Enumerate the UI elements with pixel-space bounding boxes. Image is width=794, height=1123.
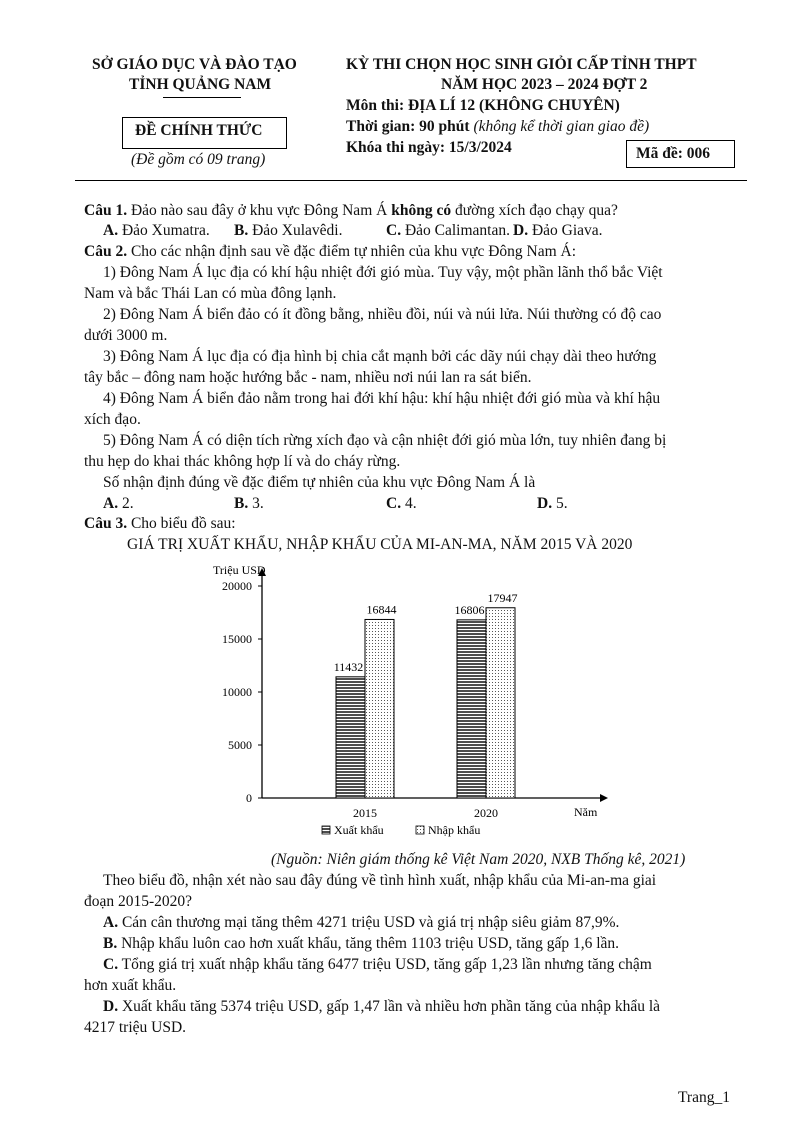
x-tick-label: 2020 bbox=[474, 806, 498, 820]
q3-stem bbox=[84, 515, 236, 533]
exam-title: KỲ THI CHỌN HỌC SINH GIỎI CẤP TỈNH THPT bbox=[346, 56, 697, 73]
data-label: 16806 bbox=[454, 602, 485, 617]
q2-item-1-line1: 1) Đông Nam Á lục địa có khí hậu nhiệt đới gió mùa. Tuy vậy, một phần lãnh thổ bắc Việt bbox=[103, 264, 663, 281]
q1-text-a: Đảo nào sau đây ở khu vực Đông Nam Á bbox=[127, 202, 392, 219]
school-year: NĂM HỌC 2023 – 2024 ĐỢT 2 bbox=[441, 76, 648, 93]
department-name: SỞ GIÁO DỤC VÀ ĐÀO TẠO bbox=[92, 56, 297, 73]
q2-option-b: B. 3. bbox=[234, 495, 264, 512]
q2-item-2-line1: 2) Đông Nam Á biển đảo có ít đồng bằng, nhiều đồi, núi và núi lửa. Núi thường có độ cao bbox=[103, 306, 662, 323]
q3-option-d-line2: 4217 triệu USD. bbox=[84, 1019, 187, 1036]
q3-option-d-line1: D. Xuất khẩu tăng 5374 triệu USD, gấp 1,47 lần và nhiều hơn phần tăng của nhập khẩu là bbox=[103, 998, 661, 1015]
q3-option-b: B. Nhập khẩu luôn cao hơn xuất khẩu, tăng thêm 1103 triệu USD, tăng gấp 1,6 lần. bbox=[103, 935, 620, 952]
q2-item-4-line2: xích đạo. bbox=[84, 411, 141, 428]
exam-time bbox=[346, 118, 649, 136]
subject: Môn thi: ĐỊA LÍ 12 (KHÔNG CHUYÊN) bbox=[346, 97, 620, 114]
x-axis-label: Năm bbox=[574, 805, 598, 819]
y-tick-label: 0 bbox=[246, 791, 252, 805]
q2-prompt: Số nhận định đúng về đặc điểm tự nhiên của khu vực Đông Nam Á là bbox=[103, 474, 536, 491]
legend-swatch bbox=[322, 826, 330, 834]
province-underline bbox=[163, 97, 241, 98]
x-tick-label: 2015 bbox=[353, 806, 377, 820]
data-label: 16844 bbox=[366, 602, 397, 617]
legend-label: Nhập khẩu bbox=[428, 823, 481, 837]
q2-option-c: C. 4. bbox=[386, 495, 417, 512]
y-tick-label: 5000 bbox=[228, 738, 252, 752]
y-tick-label: 10000 bbox=[222, 685, 252, 699]
province-name: TỈNH QUẢNG NAM bbox=[129, 76, 272, 93]
pages-note: (Đề gồm có 09 trang) bbox=[131, 151, 266, 168]
q3-prompt-line2: đoạn 2015-2020? bbox=[84, 893, 193, 910]
data-label: 11432 bbox=[333, 659, 364, 674]
q2-item-3-line1: 3) Đông Nam Á lục địa có địa hình bị chia cắt mạnh bởi các dãy núi chạy dài theo hướng bbox=[103, 348, 657, 365]
exam-date: Khóa thi ngày: 15/3/2024 bbox=[346, 139, 512, 156]
bar-export-2020 bbox=[457, 620, 486, 798]
q2-option-a: A. 2. bbox=[103, 495, 134, 512]
exam-code: Mã đề: 006 bbox=[636, 145, 711, 162]
q2-item-1-line2: Nam và bắc Thái Lan có mùa đông lạnh. bbox=[84, 285, 337, 302]
q1-label: Câu 1. bbox=[84, 202, 128, 219]
q1-text-bold: không có bbox=[391, 202, 452, 219]
page-number: Trang_1 bbox=[678, 1089, 730, 1106]
bar-export-2015 bbox=[336, 677, 365, 798]
q1-option-b: B. Đảo Xulavêdi. bbox=[234, 222, 343, 239]
chart-title: GIÁ TRỊ XUẤT KHẨU, NHẬP KHẨU CỦA MI-AN-MA, NĂM 2015 VÀ 2020 bbox=[127, 536, 633, 553]
q2-label: Câu 2. bbox=[84, 243, 128, 260]
q3-prompt-line1: Theo biểu đồ, nhận xét nào sau đây đúng về tình hình xuất, nhập khẩu của Mi-an-ma giai bbox=[103, 872, 657, 889]
q2-item-3-line2: tây bắc – đông nam hoặc hướng bắc - nam, nhiều nơi núi lan ra sát biển. bbox=[84, 369, 532, 386]
chart-source: (Nguồn: Niên giám thống kê Việt Nam 2020, NXB Thống kê, 2021) bbox=[271, 851, 686, 868]
q1-text-b: đường xích đạo chạy qua? bbox=[451, 202, 618, 219]
q1-option-c: C. Đảo Calimantan. bbox=[386, 222, 510, 239]
header-divider bbox=[75, 180, 747, 181]
q3-option-c-line2: hơn xuất khẩu. bbox=[84, 977, 177, 994]
official-label: ĐỀ CHÍNH THỨC bbox=[135, 122, 263, 139]
q3-label: Câu 3. bbox=[84, 515, 128, 532]
q2-item-5-line2: thu hẹp do khai thác không hợp lí và do cháy rừng. bbox=[84, 453, 401, 470]
x-axis-arrow bbox=[600, 794, 608, 802]
y-tick-label: 15000 bbox=[222, 632, 252, 646]
q2-text: Cho các nhận định sau về đặc điểm tự nhiên của khu vực Đông Nam Á: bbox=[127, 243, 577, 260]
q1-stem bbox=[84, 202, 618, 220]
q2-stem bbox=[84, 243, 576, 261]
time-note: (không kể thời gian giao đề) bbox=[473, 118, 650, 135]
q2-option-d: D. 5. bbox=[537, 495, 568, 512]
bar-import-2015 bbox=[365, 619, 394, 798]
q3-option-a: A. Cán cân thương mại tăng thêm 4271 triệu USD và giá trị nhập siêu giảm 87,9%. bbox=[103, 914, 620, 931]
data-label: 17947 bbox=[487, 590, 518, 605]
bar-chart bbox=[200, 558, 630, 848]
q2-item-2-line2: dưới 3000 m. bbox=[84, 327, 168, 344]
q2-item-5-line1: 5) Đông Nam Á có diện tích rừng xích đạo và cận nhiệt đới gió mùa lớn, tuy nhiên đang bị bbox=[103, 432, 667, 449]
y-axis-label: Triệu USD bbox=[213, 563, 266, 577]
q1-option-d: D. Đảo Giava. bbox=[513, 222, 603, 239]
legend-swatch bbox=[416, 826, 424, 834]
q2-item-4-line1: 4) Đông Nam Á biển đảo nằm trong hai đới khí hậu: khí hậu nhiệt đới gió mùa và khí hậu bbox=[103, 390, 661, 407]
time-label: Thời gian: 90 phút bbox=[346, 118, 470, 135]
bar-import-2020 bbox=[486, 608, 515, 798]
y-tick-label: 20000 bbox=[222, 579, 252, 593]
q3-option-c-line1: C. Tổng giá trị xuất nhập khẩu tăng 6477 triệu USD, tăng gấp 1,23 lần nhưng tăng chậm bbox=[103, 956, 652, 973]
legend-label: Xuất khẩu bbox=[334, 823, 384, 837]
q3-text: Cho biểu đồ sau: bbox=[127, 515, 236, 532]
q1-option-a: A. Đảo Xumatra. bbox=[103, 222, 210, 239]
